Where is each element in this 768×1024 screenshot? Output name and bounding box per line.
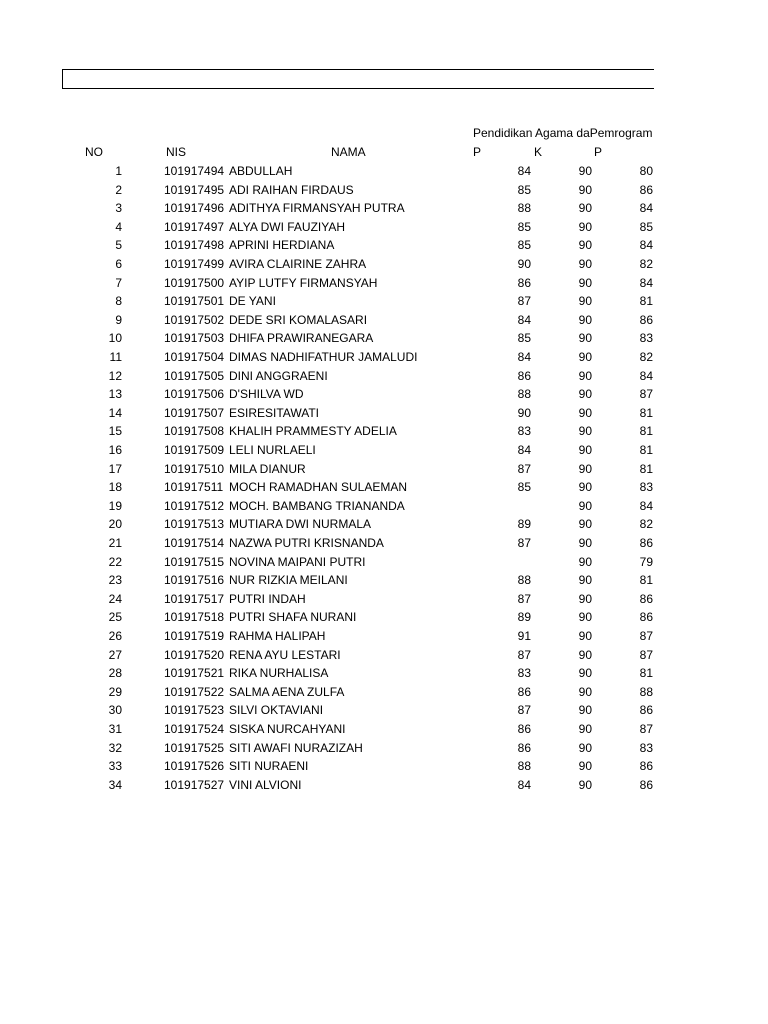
row-score-p: 87 bbox=[517, 294, 531, 309]
row-score-p2: 86 bbox=[639, 759, 653, 774]
row-score-p2: 86 bbox=[639, 182, 653, 197]
row-score-p2: 86 bbox=[639, 536, 653, 550]
row-score-p: 86 bbox=[517, 684, 531, 699]
row-score-k: 90 bbox=[578, 554, 592, 569]
row-no: 22 bbox=[108, 554, 122, 569]
row-nis: 101917506 bbox=[164, 387, 225, 402]
row-nis: 101917514 bbox=[164, 536, 225, 550]
row-no: 29 bbox=[108, 684, 122, 699]
row-nama: D'SHILVA WD bbox=[229, 387, 304, 402]
row-no: 32 bbox=[108, 740, 122, 755]
row-nis: 101917498 bbox=[164, 238, 225, 253]
row-score-p2: 84 bbox=[639, 238, 653, 253]
row-nis: 101917496 bbox=[164, 201, 225, 216]
row-nama: DIMAS NADHIFATHUR JAMALUDI bbox=[229, 350, 418, 364]
table-row bbox=[0, 294, 654, 313]
row-score-p2: 81 bbox=[639, 294, 653, 309]
row-no: 12 bbox=[108, 368, 122, 383]
row-score-p2: 86 bbox=[639, 703, 653, 718]
row-score-p2: 82 bbox=[639, 257, 653, 271]
row-nama: DINI ANGGRAENI bbox=[229, 368, 328, 383]
row-nis: 101917495 bbox=[164, 182, 225, 197]
row-nis: 101917511 bbox=[164, 480, 224, 495]
row-score-k: 90 bbox=[578, 777, 592, 792]
row-nis: 101917500 bbox=[164, 275, 225, 290]
row-score-p: 88 bbox=[517, 387, 531, 402]
row-score-p2: 79 bbox=[639, 554, 653, 569]
row-nama: PUTRI SHAFA NURANI bbox=[229, 610, 357, 625]
row-nis: 101917513 bbox=[164, 517, 225, 532]
row-score-p2: 81 bbox=[639, 424, 653, 439]
row-score-k: 90 bbox=[578, 405, 592, 420]
col-header-nis: NIS bbox=[166, 145, 187, 159]
row-no: 8 bbox=[115, 294, 122, 309]
row-nis: 101917522 bbox=[164, 684, 225, 699]
row-score-p2: 84 bbox=[639, 201, 653, 216]
row-no: 21 bbox=[108, 536, 122, 550]
row-score-p: 84 bbox=[517, 350, 531, 364]
table-row bbox=[0, 331, 654, 350]
row-score-p: 85 bbox=[517, 480, 531, 495]
row-score-k: 90 bbox=[578, 219, 592, 234]
row-nama: ALYA DWI FAUZIYAH bbox=[229, 219, 346, 234]
row-nis: 101917507 bbox=[164, 405, 225, 420]
row-score-p2: 85 bbox=[639, 219, 653, 234]
row-nis: 101917497 bbox=[164, 219, 225, 234]
row-score-p: 90 bbox=[517, 405, 531, 420]
row-nis: 101917526 bbox=[164, 759, 225, 774]
table-row bbox=[0, 741, 654, 760]
row-score-p: 84 bbox=[517, 164, 531, 178]
col-header-no: NO bbox=[85, 145, 103, 159]
row-nis: 101917518 bbox=[164, 610, 225, 625]
row-no: 3 bbox=[115, 201, 122, 216]
row-score-p: 85 bbox=[517, 219, 531, 234]
table-row bbox=[0, 480, 654, 499]
row-score-p: 88 bbox=[517, 573, 531, 588]
table-row bbox=[0, 369, 654, 388]
table-row bbox=[0, 257, 654, 276]
row-score-k: 90 bbox=[578, 647, 592, 662]
row-nis: 101917525 bbox=[164, 740, 225, 755]
row-nis: 101917516 bbox=[164, 573, 225, 588]
row-no: 25 bbox=[108, 610, 122, 625]
row-score-p: 90 bbox=[517, 257, 531, 271]
table-row bbox=[0, 424, 654, 443]
table-row bbox=[0, 703, 654, 722]
row-score-k: 90 bbox=[578, 387, 592, 402]
row-score-k: 90 bbox=[578, 498, 592, 513]
row-score-p: 86 bbox=[517, 722, 531, 736]
row-nama: DHIFA PRAWIRANEGARA bbox=[229, 331, 374, 346]
row-nis: 101917521 bbox=[164, 666, 225, 681]
row-score-p: 86 bbox=[517, 740, 531, 755]
row-no: 9 bbox=[115, 312, 122, 327]
row-score-p2: 86 bbox=[639, 591, 653, 606]
row-score-p: 85 bbox=[517, 331, 531, 346]
row-nama: AVIRA CLAIRINE ZAHRA bbox=[229, 257, 367, 271]
row-nis: 101917508 bbox=[164, 424, 225, 439]
row-score-p2: 81 bbox=[639, 443, 653, 457]
row-score-k: 90 bbox=[578, 591, 592, 606]
row-no: 13 bbox=[108, 387, 122, 402]
row-score-p2: 83 bbox=[639, 480, 653, 495]
table-row bbox=[0, 778, 654, 797]
row-no: 1 bbox=[115, 164, 122, 178]
row-nis: 101917523 bbox=[164, 703, 225, 718]
table-row bbox=[0, 276, 654, 295]
row-score-k: 90 bbox=[578, 480, 592, 495]
row-nama: VINI ALVIONI bbox=[229, 777, 302, 792]
row-score-k: 90 bbox=[578, 257, 592, 271]
row-score-p2: 87 bbox=[639, 647, 653, 662]
table-row bbox=[0, 443, 654, 462]
row-score-k: 90 bbox=[578, 536, 592, 550]
row-score-k: 90 bbox=[578, 740, 592, 755]
row-nis: 101917502 bbox=[164, 312, 225, 327]
row-score-p: 87 bbox=[517, 591, 531, 606]
row-nis: 101917515 bbox=[164, 554, 225, 569]
row-no: 6 bbox=[115, 257, 122, 271]
row-score-k: 90 bbox=[578, 275, 592, 290]
table-row bbox=[0, 499, 654, 518]
row-score-p: 85 bbox=[517, 182, 531, 197]
row-score-p2: 81 bbox=[639, 405, 653, 420]
row-score-p: 88 bbox=[517, 759, 531, 774]
row-nis: 101917527 bbox=[164, 777, 225, 792]
row-nis: 101917494 bbox=[164, 164, 225, 178]
row-score-p2: 83 bbox=[639, 740, 653, 755]
row-score-k: 90 bbox=[578, 461, 592, 476]
row-nis: 101917499 bbox=[164, 257, 225, 271]
table-row bbox=[0, 666, 654, 685]
row-no: 2 bbox=[115, 182, 122, 197]
row-score-p2: 88 bbox=[639, 684, 653, 699]
row-no: 14 bbox=[108, 405, 122, 420]
table-row bbox=[0, 648, 654, 667]
row-score-p2: 86 bbox=[639, 312, 653, 327]
table-row bbox=[0, 629, 654, 648]
row-score-p: 87 bbox=[517, 536, 531, 550]
row-no: 28 bbox=[108, 666, 122, 681]
row-score-p2: 86 bbox=[639, 610, 653, 625]
row-nama: RIKA NURHALISA bbox=[229, 666, 329, 681]
row-no: 33 bbox=[108, 759, 122, 774]
row-score-p2: 87 bbox=[639, 387, 653, 402]
row-no: 17 bbox=[108, 461, 122, 476]
row-score-k: 90 bbox=[578, 368, 592, 383]
row-score-k: 90 bbox=[578, 238, 592, 253]
row-nama: SALMA AENA ZULFA bbox=[229, 684, 345, 699]
row-score-p2: 81 bbox=[639, 666, 653, 681]
row-score-p: 87 bbox=[517, 461, 531, 476]
row-nama: SISKA NURCAHYANI bbox=[229, 722, 346, 736]
row-score-p2: 87 bbox=[639, 722, 653, 736]
row-nama: SILVI OKTAVIANI bbox=[229, 703, 324, 718]
col-header-nama: NAMA bbox=[331, 145, 366, 159]
row-score-k: 90 bbox=[578, 182, 592, 197]
row-nis: 101917520 bbox=[164, 647, 225, 662]
row-nama: NUR RIZKIA MEILANI bbox=[229, 573, 348, 588]
row-nama: APRINI HERDIANA bbox=[229, 238, 335, 253]
row-no: 31 bbox=[108, 722, 122, 736]
row-nama: PUTRI INDAH bbox=[229, 591, 306, 606]
table-row bbox=[0, 610, 654, 629]
table-row bbox=[0, 164, 654, 183]
row-score-p: 87 bbox=[517, 703, 531, 718]
table-row bbox=[0, 592, 654, 611]
row-nis: 101917510 bbox=[164, 461, 225, 476]
row-nama: ADITHYA FIRMANSYAH PUTRA bbox=[229, 201, 405, 216]
row-no: 4 bbox=[115, 219, 122, 234]
row-nama: ADI RAIHAN FIRDAUS bbox=[229, 182, 354, 197]
row-score-p2: 81 bbox=[639, 461, 653, 476]
row-nama: MILA DIANUR bbox=[229, 461, 306, 476]
row-no: 24 bbox=[108, 591, 122, 606]
row-nama: RAHMA HALIPAH bbox=[229, 629, 326, 643]
row-no: 27 bbox=[108, 647, 122, 662]
row-score-k: 90 bbox=[578, 629, 592, 643]
table-row bbox=[0, 517, 654, 536]
row-no: 5 bbox=[115, 238, 122, 253]
row-no: 16 bbox=[108, 443, 122, 457]
row-nama: MOCH RAMADHAN SULAEMAN bbox=[229, 480, 408, 495]
row-nama: SITI AWAFI NURAZIZAH bbox=[229, 740, 363, 755]
col-header-k: K bbox=[534, 145, 543, 159]
row-nis: 101917524 bbox=[164, 722, 225, 736]
row-score-p: 83 bbox=[517, 424, 531, 439]
col-header-p2: P bbox=[594, 145, 603, 159]
table-row bbox=[0, 573, 654, 592]
row-no: 7 bbox=[115, 275, 122, 290]
row-score-k: 90 bbox=[578, 424, 592, 439]
row-nama: MOCH. BAMBANG TRIANANDA bbox=[229, 498, 405, 513]
row-nama: NAZWA PUTRI KRISNANDA bbox=[229, 536, 384, 550]
table-row bbox=[0, 555, 654, 574]
table-row bbox=[0, 462, 654, 481]
row-score-p2: 83 bbox=[639, 331, 653, 346]
row-score-p2: 84 bbox=[639, 368, 653, 383]
row-score-k: 90 bbox=[578, 312, 592, 327]
row-score-p: 91 bbox=[517, 629, 531, 643]
row-no: 23 bbox=[108, 573, 122, 588]
table-row bbox=[0, 183, 654, 202]
table-row bbox=[0, 220, 654, 239]
row-score-p2: 80 bbox=[639, 164, 653, 178]
row-score-k: 90 bbox=[578, 294, 592, 309]
row-score-k: 90 bbox=[578, 666, 592, 681]
row-score-p2: 87 bbox=[639, 629, 653, 643]
row-score-p: 89 bbox=[517, 610, 531, 625]
title-cell-box bbox=[62, 69, 654, 89]
table-row bbox=[0, 387, 654, 406]
table-row bbox=[0, 406, 654, 425]
row-nama: LELI NURLAELI bbox=[229, 443, 316, 457]
row-score-k: 90 bbox=[578, 573, 592, 588]
row-score-k: 90 bbox=[578, 517, 592, 532]
row-nama: ABDULLAH bbox=[229, 164, 293, 178]
row-score-p: 86 bbox=[517, 368, 531, 383]
row-nama: MUTIARA DWI NURMALA bbox=[229, 517, 372, 532]
row-nis: 101917517 bbox=[164, 591, 225, 606]
row-no: 34 bbox=[108, 777, 122, 792]
row-score-k: 90 bbox=[578, 703, 592, 718]
row-score-k: 90 bbox=[578, 331, 592, 346]
row-score-k: 90 bbox=[578, 684, 592, 699]
row-nama: NOVINA MAIPANI PUTRI bbox=[229, 554, 366, 569]
row-nis: 101917505 bbox=[164, 368, 225, 383]
row-score-p2: 82 bbox=[639, 350, 653, 364]
row-nis: 101917504 bbox=[164, 350, 225, 364]
row-no: 11 bbox=[109, 350, 122, 364]
row-no: 26 bbox=[108, 629, 122, 643]
row-nama: ESIRESITAWATI bbox=[229, 405, 320, 420]
table-row bbox=[0, 201, 654, 220]
row-score-p2: 86 bbox=[639, 777, 653, 792]
row-score-p: 87 bbox=[517, 647, 531, 662]
table-row bbox=[0, 238, 654, 257]
row-score-p2: 84 bbox=[639, 498, 653, 513]
table-row bbox=[0, 313, 654, 332]
row-no: 20 bbox=[108, 517, 122, 532]
row-score-p: 83 bbox=[517, 666, 531, 681]
row-nis: 101917501 bbox=[164, 294, 225, 309]
row-no: 10 bbox=[108, 331, 122, 346]
row-nama: AYIP LUTFY FIRMANSYAH bbox=[229, 275, 378, 290]
row-nama: KHALIH PRAMMESTY ADELIA bbox=[229, 424, 397, 439]
row-score-k: 90 bbox=[578, 164, 592, 178]
row-score-k: 90 bbox=[578, 610, 592, 625]
row-no: 15 bbox=[108, 424, 122, 439]
row-score-p: 89 bbox=[517, 517, 531, 532]
row-score-k: 90 bbox=[578, 201, 592, 216]
row-nis: 101917503 bbox=[164, 331, 225, 346]
table-row bbox=[0, 350, 654, 369]
row-nis: 101917519 bbox=[164, 629, 225, 643]
row-nis: 101917512 bbox=[164, 498, 225, 513]
row-nama: DEDE SRI KOMALASARI bbox=[229, 312, 368, 327]
table-row bbox=[0, 722, 654, 741]
row-score-p2: 81 bbox=[639, 573, 653, 588]
row-score-k: 90 bbox=[578, 443, 592, 457]
row-score-p: 84 bbox=[517, 443, 531, 457]
row-no: 19 bbox=[108, 498, 122, 513]
row-no: 30 bbox=[108, 703, 122, 718]
subject-header: Pendidikan Agama daPemrogram bbox=[473, 126, 653, 140]
row-nama: RENA AYU LESTARI bbox=[229, 647, 341, 662]
table-row bbox=[0, 536, 654, 555]
row-score-k: 90 bbox=[578, 759, 592, 774]
row-score-p: 88 bbox=[517, 201, 531, 216]
row-score-k: 90 bbox=[578, 722, 592, 736]
row-score-p: 84 bbox=[517, 312, 531, 327]
row-score-p: 85 bbox=[517, 238, 531, 253]
row-nama: DE YANI bbox=[229, 294, 276, 309]
table-row bbox=[0, 685, 654, 704]
row-nis: 101917509 bbox=[164, 443, 225, 457]
col-header-p: P bbox=[473, 145, 482, 159]
row-score-k: 90 bbox=[578, 350, 592, 364]
row-score-p2: 82 bbox=[639, 517, 653, 532]
table-row bbox=[0, 759, 654, 778]
row-score-p: 86 bbox=[517, 275, 531, 290]
row-no: 18 bbox=[108, 480, 122, 495]
row-score-p: 84 bbox=[517, 777, 531, 792]
row-nama: SITI NURAENI bbox=[229, 759, 309, 774]
row-score-p2: 84 bbox=[639, 275, 653, 290]
